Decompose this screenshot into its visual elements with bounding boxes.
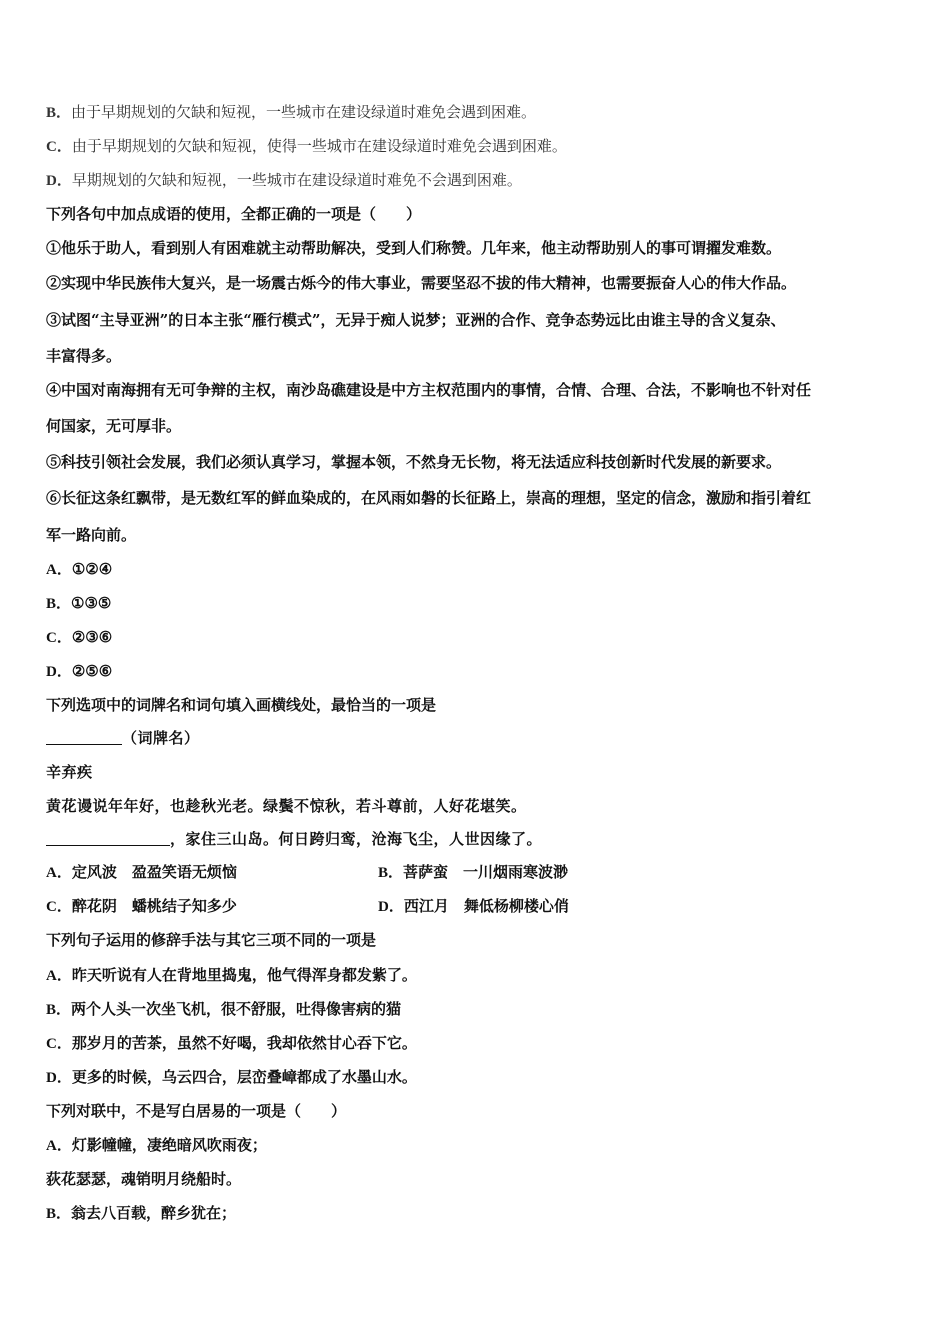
option-letter: A． [46,865,72,881]
option-letter: B． [46,1002,72,1018]
q1-sentence-3-cont: 丰富得多。 [46,347,122,365]
q1-sentence-6-cont: 军一路向前。 [46,526,137,544]
option-text: ①③⑤ [71,594,112,612]
option-letter: C． [46,899,72,915]
q1-sentence-2: ②实现中华民族伟大复兴，是一场震古烁今的伟大事业，需要坚忍不拔的伟大精神，也需要振奋人心的伟大作品。 [46,274,797,292]
q1-option-a [46,558,908,581]
option-text: 灯影幢幢，凄绝暗风吹雨夜； [71,1136,267,1154]
option-letter: A． [46,562,72,578]
q3-option-b [46,998,908,1021]
option-letter: D． [46,664,72,680]
option-text: 菩萨蛮 一川烟雨寒波渺 [403,863,569,881]
q3-stem: 下列句子运用的修辞手法与其它三项不同的一项是 [46,931,377,949]
q1-sentence-6: ⑥长征这条红飘带，是无数红军的鲜血染成的，在风雨如磐的长征路上，崇高的理想，坚定的信念，激励和指引着红 [46,489,812,507]
verse-suffix: ，家住三山岛。何日跨归鸾，沧海飞尘，人世因缘了。 [170,830,543,848]
prev-option-d [46,169,908,192]
q2-option-c [46,897,237,915]
option-text: ②⑤⑥ [71,662,113,680]
option-text: 定风波 盈盈笑语无烦恼 [71,863,237,881]
prev-option-c [46,135,908,158]
option-letter: B． [378,865,404,881]
option-letter: B． [46,596,72,612]
option-text: 西江月 舞低杨柳楼心俏 [403,897,569,915]
option-letter: C． [46,1036,72,1052]
q4-stem: 下列对联中，不是写白居易的一项是（ ） [46,1102,347,1120]
q2-option-b [378,861,568,884]
q2-poem-line-2 [46,828,908,850]
option-text: 两个人头一次坐飞机，很不舒服，吐得像害病的猫 [71,1000,402,1018]
q1-sentence-4-cont: 何国家，无可厚非。 [46,417,182,435]
q2-option-a [46,863,237,881]
q2-poem-title [46,727,908,749]
q1-option-c [46,626,908,649]
q2-stem: 下列选项中的词牌名和词句填入画横线处，最恰当的一项是 [46,696,437,714]
title-suffix: （词牌名） [122,729,200,747]
q2-options-row-1 [46,861,908,884]
q1-sentence-4: ④中国对南海拥有无可争辩的主权，南沙岛礁建设是中方主权范围内的事情，合情、合理、合法，不影响也不针对任 [46,381,812,399]
option-letter: C． [46,139,72,155]
option-text: 由于早期规划的欠缺和短视，一些城市在建设绿道时难免会遇到困难。 [71,103,537,121]
option-letter: D． [46,1070,72,1086]
option-letter: B． [46,105,72,121]
option-letter: C． [46,630,72,646]
q1-sentence-1: ①他乐于助人，看到别人有困难就主动帮助解决，受到人们称赞。几年来，他主动帮助别人的事可谓擢发难数。 [46,239,782,257]
option-text: 醉花阴 蟠桃结子知多少 [71,897,237,915]
q4-option-a-cont: 荻花瑟瑟，魂销明月绕船时。 [46,1170,242,1188]
option-letter: D． [46,173,72,189]
q1-stem: 下列各句中加点成语的使用，全都正确的一项是（ ） [46,205,422,223]
q2-poem-line-1: 黄花谩说年年好，也趁秋光老。绿鬓不惊秋，若斗尊前，人好花堪笑。 [46,797,527,815]
verse-blank [46,829,170,846]
q1-sentence-3: ③试图“主导亚洲”的日本主张“雁行模式”，无异于痴人说梦；亚洲的合作、竞争态势远比由谁主导的含义复杂、 [46,311,786,329]
option-letter: B． [46,1206,72,1222]
q4-option-b [46,1202,908,1225]
option-text: 那岁月的苦茶，虽然不好喝，我却依然甘心吞下它。 [71,1034,417,1052]
option-text: 由于早期规划的欠缺和短视，使得一些城市在建设绿道时难免会遇到困难。 [71,137,567,155]
q1-option-b [46,592,908,615]
option-letter: D． [378,899,404,915]
q2-options-row-2 [46,895,908,918]
q2-option-d [378,895,569,918]
q4-option-a [46,1134,908,1157]
option-text: 更多的时候，乌云四合，层峦叠嶂都成了水墨山水。 [71,1068,417,1086]
option-text: ①②④ [71,560,113,578]
option-letter: A． [46,1138,72,1154]
q3-option-a [46,964,908,987]
option-text: 早期规划的欠缺和短视，一些城市在建设绿道时难免不会遇到困难。 [71,171,522,189]
q2-poem-author: 辛弃疾 [46,763,93,781]
q3-option-d [46,1066,908,1089]
option-text: 翁去八百载，醉乡犹在； [71,1204,237,1222]
prev-option-b [46,101,908,124]
q1-option-d [46,660,908,683]
option-letter: A． [46,968,72,984]
option-text: ②③⑥ [71,628,113,646]
option-text: 昨天听说有人在背地里捣鬼，他气得浑身都发紫了。 [71,966,417,984]
title-blank [46,728,122,745]
q3-option-c [46,1032,908,1055]
q1-sentence-5: ⑤科技引领社会发展，我们必须认真学习，掌握本领，不然身无长物，将无法适应科技创新时代发展的新要求。 [46,453,782,471]
